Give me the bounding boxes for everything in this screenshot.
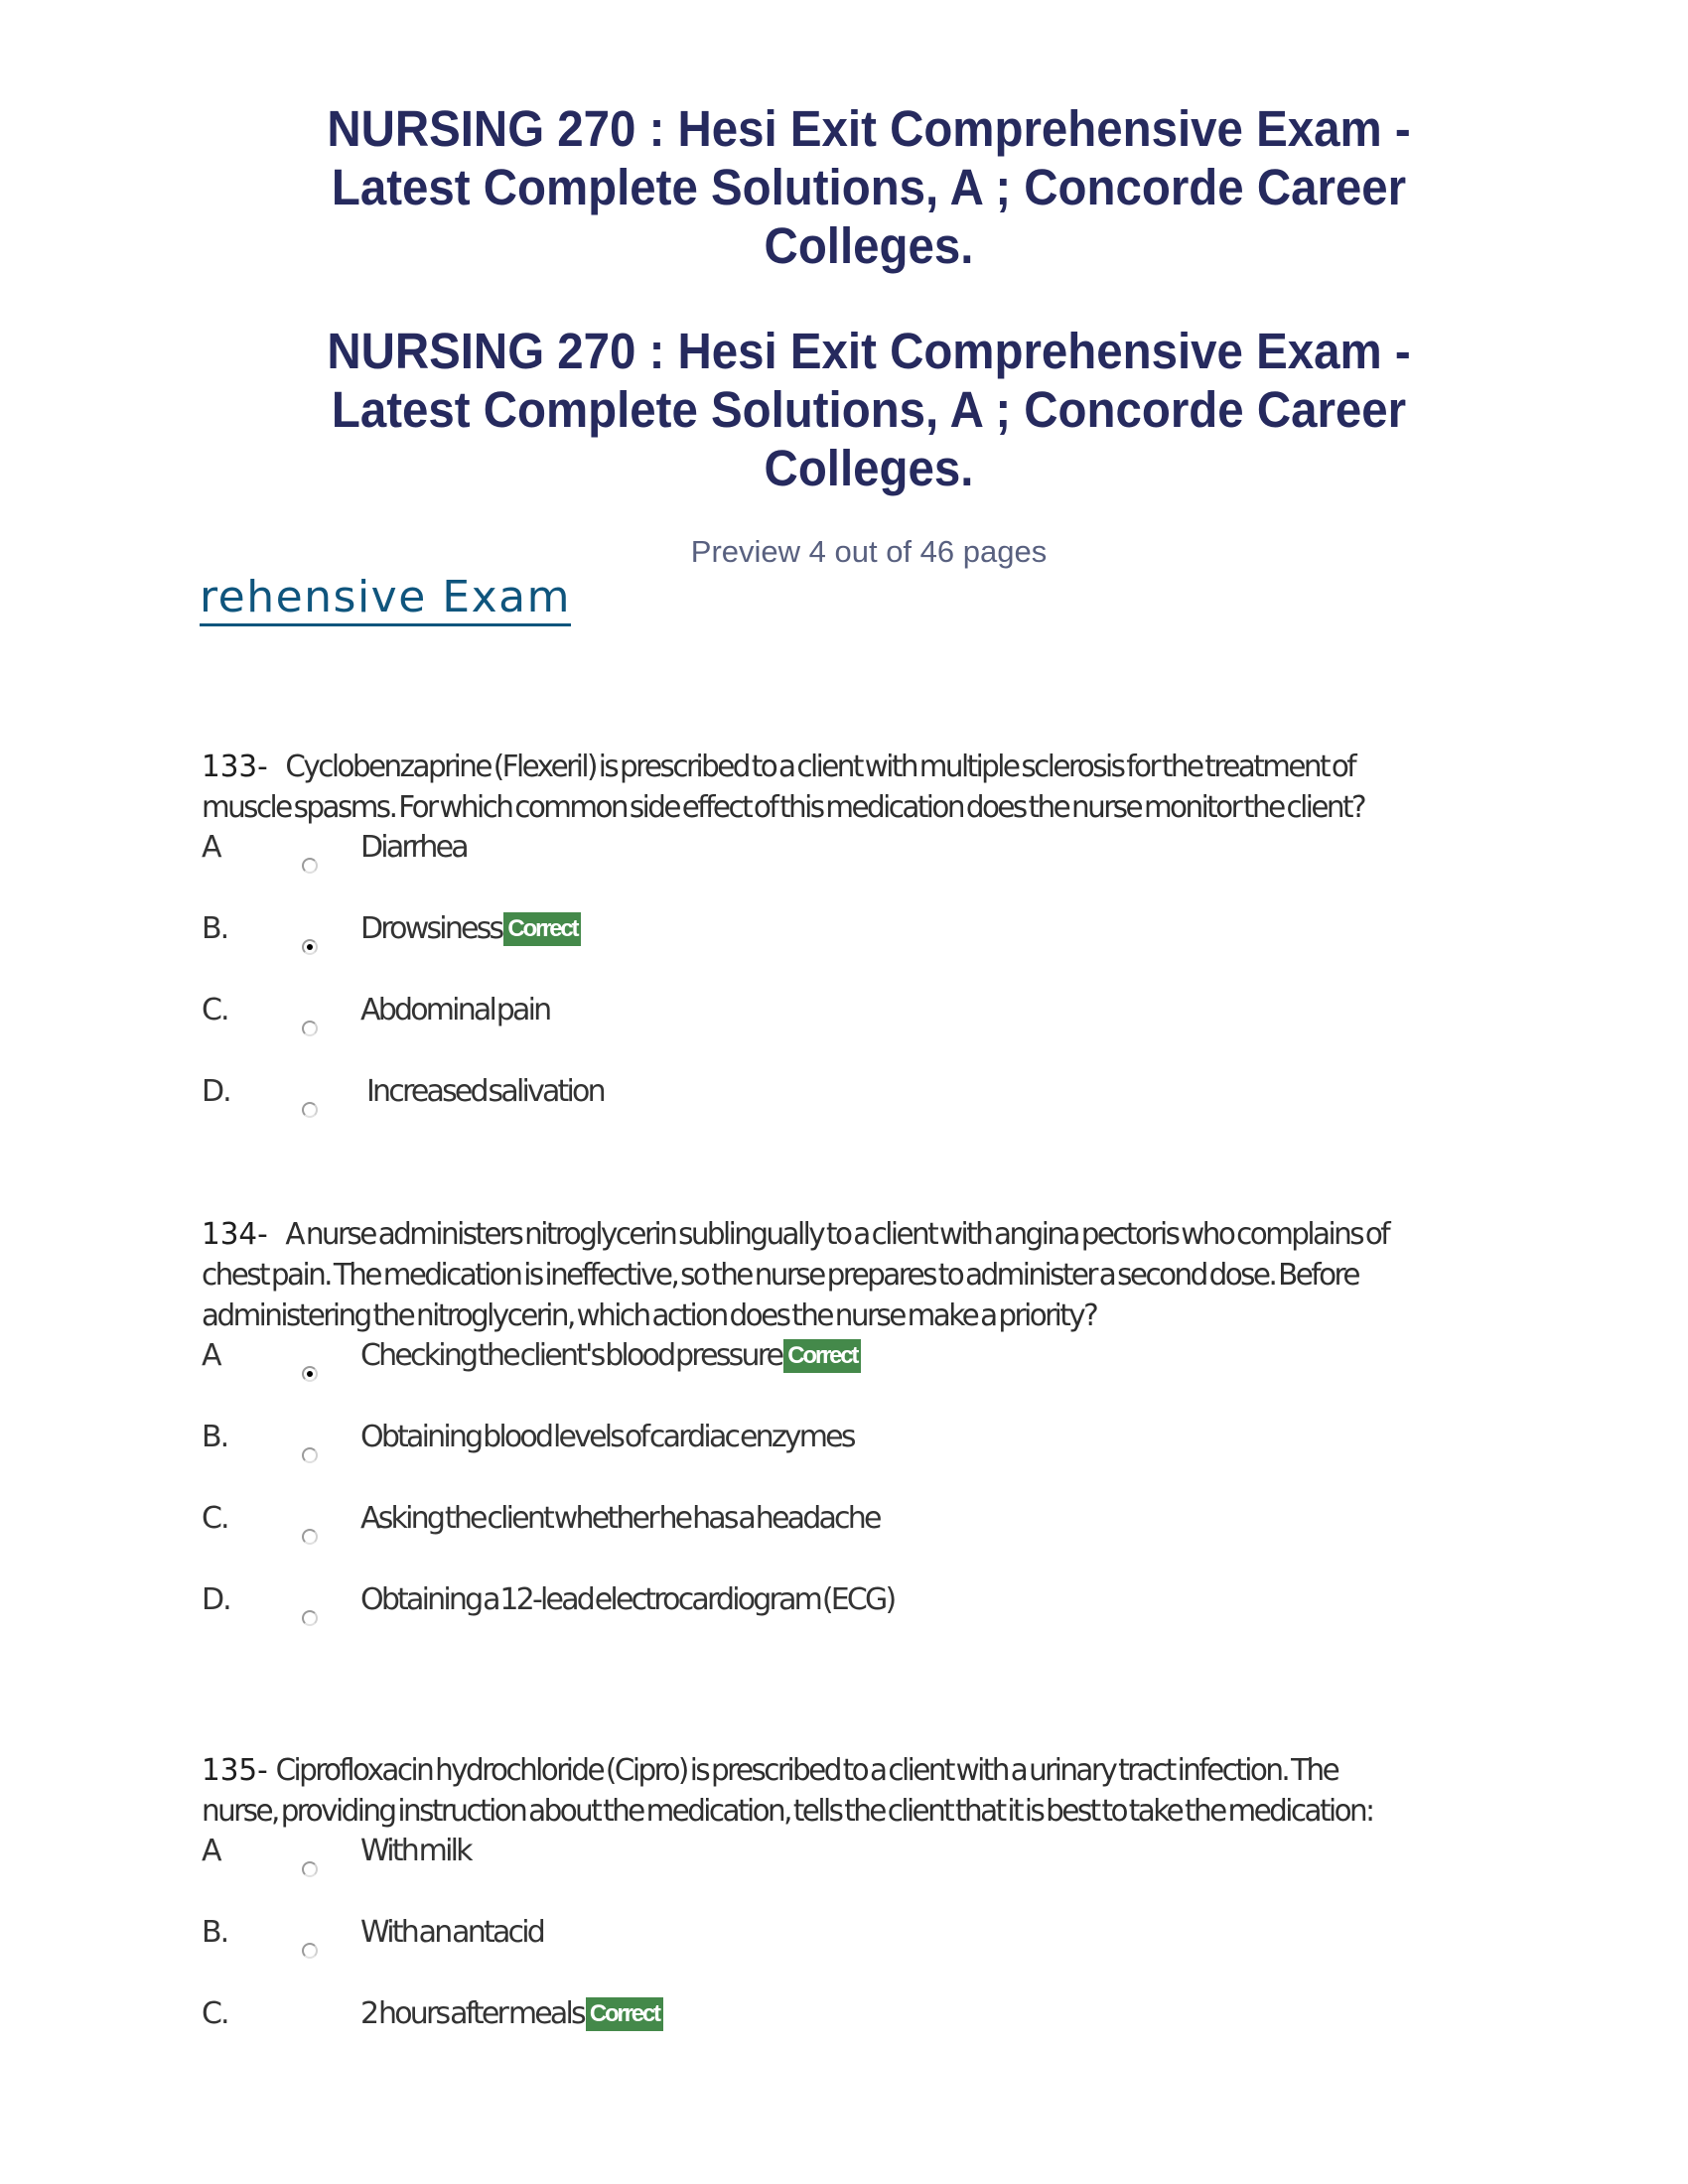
- title-line: Latest Complete Solutions, A ; Concorde Career: [331, 381, 1407, 438]
- question-135: [202, 1750, 1522, 2076]
- title-line: Colleges.: [764, 440, 974, 496]
- question-stem: 135- Ciprofloxacin hydrochloride (Cipro) is prescribed to a client with a urinary tract infection. The nurse, providing instruction about the medication, tells the client that it is best to take the medication:: [202, 1753, 1373, 1829]
- question-number: 133-: [202, 750, 268, 784]
- question-stem: 133- Cyclobenzaprine (Flexeril) is prescribed to a client with multiple sclerosis for the treatment of muscle spasms. For which common side effect of this medication does the nurse monitor the client?: [202, 750, 1365, 825]
- correct-badge: Correct: [586, 1997, 663, 2031]
- question-stem: 134- A nurse administers nitroglycerin sublingually to a client with angina pectoris who complains of chest pain. The medication is ineffective, so the nurse prepares to administer a second dose. Before administering the nitroglycerin, which action does the nurse make a priority?: [202, 1217, 1389, 1333]
- radio-unchecked-icon[interactable]: [302, 858, 318, 874]
- option-letter: A: [202, 1338, 220, 1373]
- option-text: Obtaining blood levels of cardiac enzymes: [360, 1420, 854, 1454]
- title-line: NURSING 270 : Hesi Exit Comprehensive Exam -: [327, 323, 1411, 379]
- option-letter: C.: [202, 1996, 228, 2031]
- question-number: 134-: [202, 1217, 268, 1252]
- option-text: With milk: [360, 1834, 471, 1868]
- option-text: 2 hours after meals: [360, 1996, 584, 2031]
- option-letter: C.: [202, 993, 228, 1027]
- title-line: NURSING 270 : Hesi Exit Comprehensive Exam -: [327, 100, 1411, 157]
- question-134: [202, 1214, 1522, 1662]
- radio-unchecked-icon[interactable]: [302, 1610, 318, 1626]
- option-text: Drowsiness: [360, 911, 502, 946]
- option-letter: C.: [202, 1501, 228, 1536]
- preview-page-count: Preview 4 out of 46 pages: [690, 534, 1048, 569]
- document-title-repeat: [248, 322, 1489, 497]
- radio-unchecked-icon[interactable]: [302, 1021, 318, 1036]
- option-text: With an antacid: [360, 1915, 544, 1950]
- option-letter: A: [202, 830, 220, 865]
- answer-option-b[interactable]: [202, 1418, 1522, 1499]
- option-text: Diarrhea: [360, 830, 467, 865]
- answer-option-d[interactable]: [202, 1072, 1522, 1154]
- option-letter: D.: [202, 1582, 230, 1617]
- option-text: Abdominal pain: [360, 993, 550, 1027]
- option-letter: B.: [202, 1420, 228, 1454]
- answer-option-c[interactable]: [202, 1994, 1522, 2076]
- question-133: [202, 747, 1522, 1154]
- radio-unchecked-icon[interactable]: [302, 1861, 318, 1877]
- answer-option-d[interactable]: [202, 1580, 1522, 1662]
- radio-checked-icon[interactable]: [302, 939, 318, 955]
- answer-option-c[interactable]: [202, 991, 1522, 1072]
- option-text: Asking the client whether he has a headache: [360, 1501, 880, 1536]
- option-letter: B.: [202, 911, 228, 946]
- option-letter: A: [202, 1834, 220, 1868]
- option-text: Checking the client's blood pressure: [360, 1338, 782, 1373]
- radio-unchecked-icon[interactable]: [302, 1447, 318, 1463]
- answer-option-a[interactable]: [202, 1336, 1522, 1418]
- section-header-fragment: rehensive Exam: [200, 574, 571, 626]
- answer-option-b[interactable]: [202, 909, 1522, 991]
- correct-badge: Correct: [783, 1339, 861, 1373]
- option-letter: D.: [202, 1074, 230, 1109]
- radio-checked-icon[interactable]: [302, 1366, 318, 1382]
- answer-option-c[interactable]: [202, 1499, 1522, 1580]
- option-text: Obtaining a 12-lead electrocardiogram (ECG): [360, 1582, 895, 1617]
- radio-unchecked-icon[interactable]: [302, 1943, 318, 1959]
- correct-badge: Correct: [503, 912, 581, 946]
- title-line: Colleges.: [764, 217, 974, 274]
- title-line: Latest Complete Solutions, A ; Concorde Career: [331, 159, 1407, 215]
- option-letter: B.: [202, 1915, 228, 1950]
- radio-unchecked-icon[interactable]: [302, 1529, 318, 1545]
- document-title: [248, 99, 1489, 275]
- radio-unchecked-icon[interactable]: [302, 1102, 318, 1118]
- answer-option-b[interactable]: [202, 1913, 1522, 1994]
- answer-option-a[interactable]: [202, 1832, 1522, 1913]
- question-number: 135-: [202, 1753, 268, 1788]
- answer-option-a[interactable]: [202, 828, 1522, 909]
- option-text: Increased salivation: [366, 1074, 604, 1109]
